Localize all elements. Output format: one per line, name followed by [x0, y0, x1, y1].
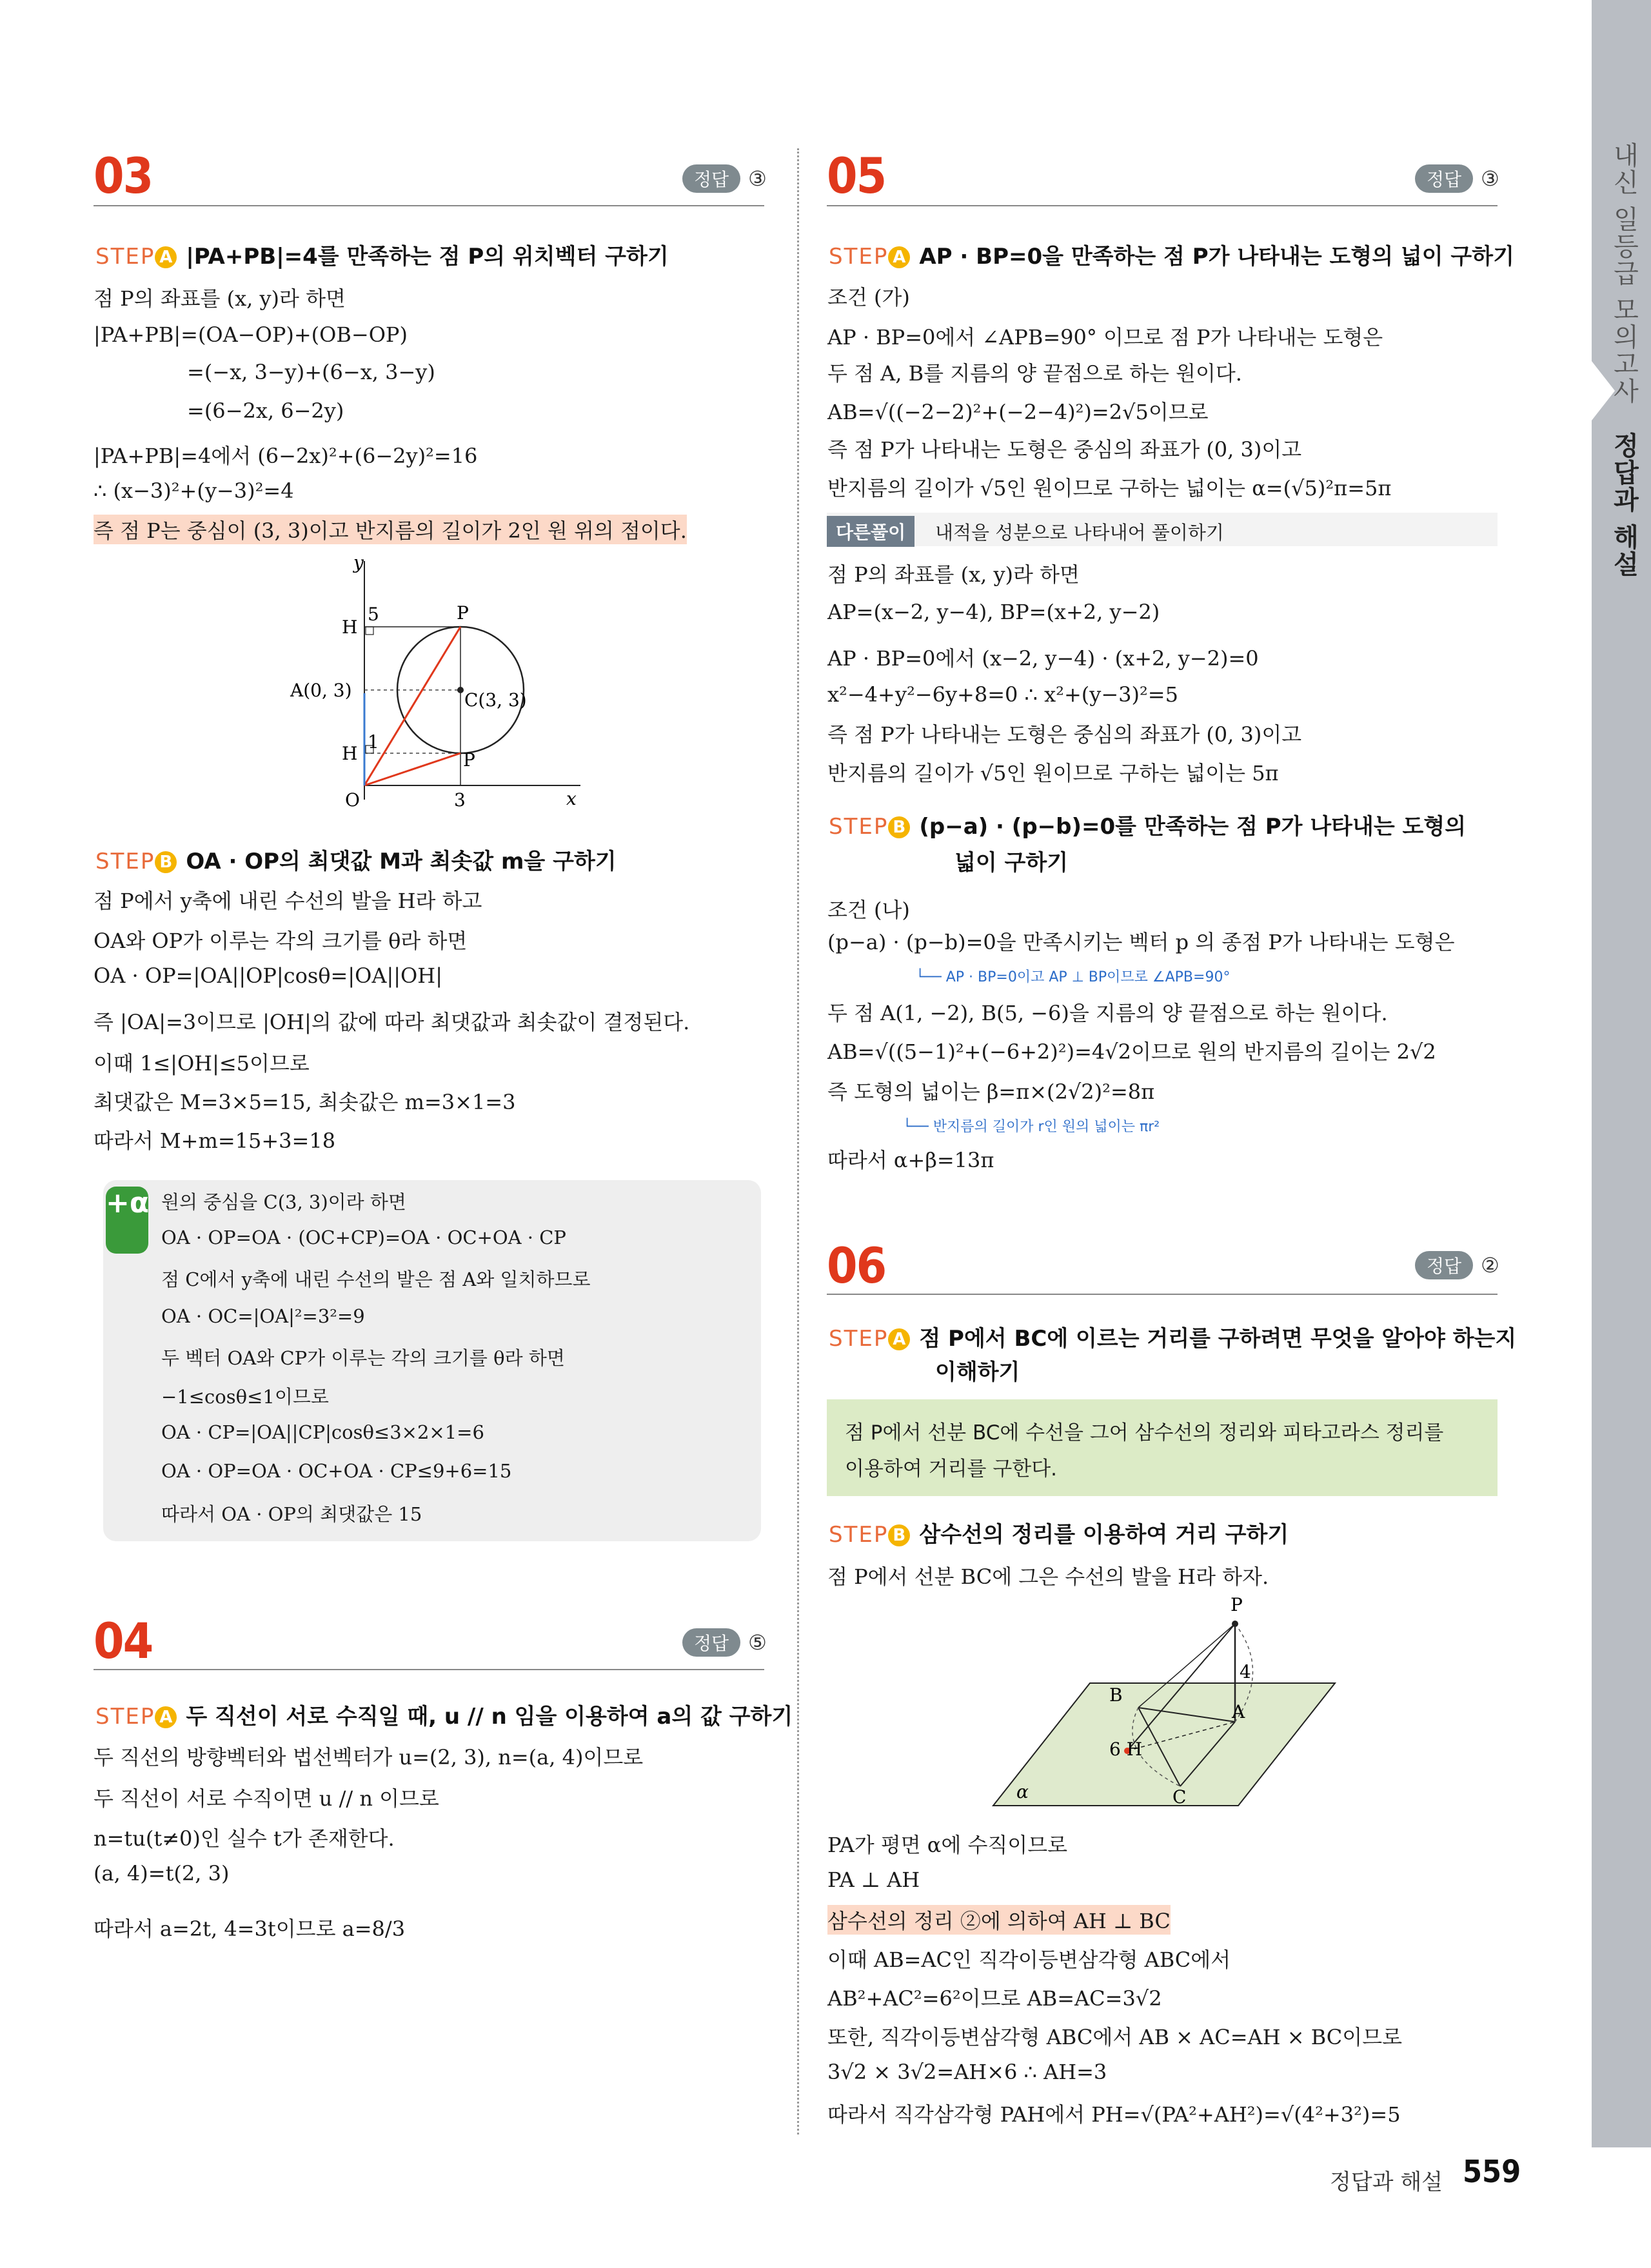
q03-rule	[94, 205, 764, 206]
fig-alpha-label: α	[1016, 1781, 1029, 1802]
step-title: OA · OP의 최댓값 M과 최솟값 m을 구하기	[186, 849, 617, 874]
step-label: STEP	[95, 244, 155, 270]
fig-four-label: 4	[1240, 1661, 1251, 1682]
point-p	[1232, 1621, 1238, 1627]
fig-a-label: A	[1232, 1701, 1245, 1722]
q05-b-line-1: 조건 (나)	[827, 898, 910, 922]
q03-answer	[682, 164, 767, 193]
step-badge: B	[888, 816, 910, 838]
q05-b-line-4: AB=√((5−1)²+(−6+2)²)=4√2이므로 원의 반지름의 길이는 2√2	[827, 1040, 1436, 1064]
step-badge: A	[155, 1706, 177, 1728]
q04-rule	[94, 1669, 764, 1670]
alt-solution-pill: 다른풀이	[827, 516, 914, 547]
q06-line-1: PA가 평면 α에 수직이므로	[827, 1833, 1068, 1857]
q03-step-a	[95, 239, 669, 270]
q05-alt-line-1: 점 P의 좌표를 (x, y)라 하면	[827, 562, 1080, 587]
q05-line-2: AP · BP=0에서 ∠APB=90° 이므로 점 P가 나타내는 도형은	[827, 325, 1383, 350]
fig-p-bottom: P	[463, 749, 475, 771]
q03-step-b	[95, 843, 617, 875]
q05-step-b-cont: 넓이 구하기	[954, 850, 1069, 876]
q03-line-4: =(6−2x, 6−2y)	[187, 399, 344, 423]
step-badge: A	[888, 246, 910, 268]
fig-c-label: C(3, 3)	[464, 689, 527, 711]
fig-x-label: x	[566, 788, 577, 809]
q03-b-line-2: OA와 OP가 이루는 각의 크기를 θ라 하면	[94, 929, 468, 953]
step-label: STEP	[829, 814, 889, 840]
q03-number: 03	[94, 147, 153, 204]
step-title: 두 직선이 서로 수직일 때, u // n 임을 이용하여 a의 값 구하기	[186, 1704, 793, 1730]
q05-alt-line-6: 반지름의 길이가 √5인 원이므로 구하는 넓이는 5π	[827, 761, 1279, 785]
q03-line-2: |PA+PB|=(OA−OP)+(OB−OP)	[94, 322, 408, 347]
q03-circle-figure	[277, 548, 600, 819]
step-label: STEP	[95, 849, 155, 874]
q05-note-1-text: AP · BP=0이고 AP ⊥ BP이므로 ∠APB=90°	[945, 969, 1231, 985]
q03-b-line-1: 점 P에서 y축에 내린 수선의 발을 H라 하고	[94, 889, 482, 913]
answer-pill: 정답	[1415, 1251, 1473, 1279]
q05-alt-line-5: 즉 점 P가 나타내는 도형은 중심의 좌표가 (0, 3)이고	[827, 722, 1302, 747]
step-label: STEP	[829, 244, 889, 270]
op-vector-top	[364, 627, 460, 785]
q06-intro: 점 P에서 선분 BC에 그은 수선의 발을 H라 하자.	[827, 1564, 1269, 1589]
q05-line-4: AB=√((−2−2)²+(−2−4)²)=2√5이므로	[827, 400, 1209, 424]
q04-line-3: n=tu(t≠0)인 실수 t가 존재한다.	[94, 1826, 395, 1851]
step-title: 점 P에서 BC에 이르는 거리를 구하려면 무엇을 알아야 하는지	[919, 1326, 1517, 1352]
q05-alt-line-4: x²−4+y²−6y+8=0 ∴ x²+(y−3)²=5	[827, 682, 1178, 707]
q05-b-line-3: 두 점 A(1, −2), B(5, −6)을 지름의 양 끝점으로 하는 원이다.	[827, 1001, 1388, 1025]
q05-note-2-text: 반지름의 길이가 r인 원의 넓이는 πr²	[933, 1119, 1160, 1135]
footer-label: 정답과 해설	[1330, 2169, 1443, 2195]
q04-line-1: 두 직선의 방향벡터와 법선벡터가 u=(2, 3), n=(a, 4)이므로	[94, 1745, 644, 1770]
q06-rule	[827, 1294, 1498, 1295]
q06-line-7: 3√2 × 3√2=AH×6 ∴ AH=3	[827, 2060, 1107, 2084]
tip-line-9: 따라서 OA · OP의 최댓값은 15	[161, 1503, 422, 1525]
q06-answer-value: ②	[1481, 1253, 1499, 1277]
q03-b-line-7: 따라서 M+m=15+3=18	[94, 1129, 336, 1153]
fig-h-bottom: H	[342, 743, 358, 764]
column-separator	[797, 148, 799, 2135]
fig-h-top: H	[342, 616, 358, 638]
q04-line-2: 두 직선이 서로 수직이면 u // n 이므로	[94, 1786, 439, 1811]
op-vector-bottom	[364, 753, 460, 785]
fig-b-label: B	[1109, 1684, 1123, 1706]
fig-five: 5	[368, 604, 379, 625]
q03-line-7: 즉 점 P는 중심이 (3, 3)이고 반지름의 길이가 2인 원 위의 점이다.	[94, 515, 687, 544]
q03-line-5: |PA+PB|=4에서 (6−2x)²+(6−2y)²=16	[94, 444, 478, 468]
q06-line-4: 이때 AB=AC인 직각이등변삼각형 ABC에서	[827, 1948, 1231, 1972]
q06-line-2: PA ⊥ AH	[827, 1868, 920, 1892]
q05-b-line-6: 따라서 α+β=13π	[827, 1148, 994, 1172]
q05-answer	[1415, 164, 1499, 193]
q06-line-6: 또한, 직각이등변삼각형 ABC에서 AB × AC=AH × BC이므로	[827, 2025, 1403, 2049]
tip-line-5: 두 벡터 OA와 CP가 이루는 각의 크기를 θ라 하면	[161, 1347, 565, 1369]
plane-alpha	[993, 1683, 1335, 1806]
step-label: STEP	[829, 1522, 889, 1548]
q06-line-5: AB²+AC²=6²이므로 AB=AC=3√2	[827, 1986, 1162, 2011]
tip-line-7: OA · CP=|OA||CP|cosθ≤3×2×1=6	[161, 1421, 484, 1443]
q05-answer-value: ③	[1481, 166, 1499, 191]
fig-c-label: C	[1172, 1786, 1187, 1808]
q05-alt-line-2: AP=(x−2, y−4), BP=(x+2, y−2)	[827, 600, 1160, 624]
q03-line-1: 점 P의 좌표를 (x, y)라 하면	[94, 286, 346, 311]
q04-line-4: (a, 4)=t(2, 3)	[94, 1861, 230, 1886]
q03-b-line-6: 최댓값은 M=3×5=15, 최솟값은 m=3×1=3	[94, 1090, 516, 1114]
fig-origin: O	[345, 789, 360, 811]
q05-alt-line-3: AP · BP=0에서 (x−2, y−4) · (x+2, y−2)=0	[827, 646, 1259, 671]
q03-b-line-5: 이때 1≤|OH|≤5이므로	[94, 1051, 310, 1076]
q06-number: 06	[827, 1237, 886, 1294]
page-number: 559	[1463, 2154, 1521, 2190]
fig-6h-label: 6 H	[1109, 1739, 1143, 1760]
side-tab-bottom-label: 정답과 해설	[1609, 432, 1639, 578]
q06-step-a-cont: 이해하기	[935, 1359, 1020, 1385]
step-label: STEP	[95, 1704, 155, 1730]
q05-line-6: 반지름의 길이가 √5인 원이므로 구하는 넓이는 α=(√5)²π=5π	[827, 476, 1392, 500]
step-badge: A	[155, 246, 177, 268]
q06-hint-box	[827, 1399, 1498, 1496]
side-tab	[1592, 0, 1651, 2268]
center-point	[457, 687, 464, 693]
q05-step-a	[829, 239, 1514, 270]
q03-b-line-4: 즉 |OA|=3이므로 |OH|의 값에 따라 최댓값과 최솟값이 결정된다.	[94, 1010, 690, 1034]
q06-3d-figure	[987, 1593, 1348, 1825]
tip-line-1: 원의 중심을 C(3, 3)이라 하면	[161, 1191, 406, 1213]
step-badge: B	[155, 851, 177, 873]
q05-step-b	[829, 809, 1466, 840]
q03-b-line-3: OA · OP=|OA||OP|cosθ=|OA||OH|	[94, 963, 442, 988]
q05-line-5: 즉 점 P가 나타내는 도형은 중심의 좌표가 (0, 3)이고	[827, 437, 1302, 462]
tip-line-3: 점 C에서 y축에 내린 수선의 발은 점 A와 일치하므로	[161, 1268, 591, 1290]
q05-b-line-2: (p−a) · (p−b)=0을 만족시키는 벡터 p 의 종점 P가 나타내는 도형은	[827, 930, 1455, 954]
fig-a-label: A(0, 3)	[290, 680, 352, 701]
step-title: (p−a) · (p−b)=0를 만족하는 점 P가 나타내는 도형의	[919, 814, 1467, 840]
q05-number: 05	[827, 147, 886, 204]
q05-line-1: 조건 (가)	[827, 285, 910, 310]
step-label: STEP	[829, 1326, 889, 1352]
tip-line-8: OA · OP=OA · OC+OA · CP≤9+6=15	[161, 1460, 512, 1482]
step-badge: B	[888, 1524, 910, 1546]
q03-line-3: =(−x, 3−y)+(6−x, 3−y)	[187, 360, 435, 384]
plus-alpha-icon: +α	[106, 1187, 148, 1254]
answer-pill: 정답	[1415, 164, 1473, 193]
q04-line-5: 따라서 a=2t, 4=3t이므로 a=8/3	[94, 1917, 406, 1941]
tip-line-6: −1≤cosθ≤1이므로	[161, 1386, 329, 1408]
step-title: AP · BP=0을 만족하는 점 P가 나타내는 도형의 넓이 구하기	[919, 244, 1514, 270]
q05-b-line-5: 즉 도형의 넓이는 β=π×(2√2)²=8π	[827, 1080, 1155, 1104]
side-tab-arrow	[1592, 361, 1615, 420]
fig-p-label: P	[1231, 1594, 1243, 1615]
fig-y-label: y	[353, 552, 364, 573]
q06-line-3: 삼수선의 정리 ②에 의하여 AH ⊥ BC	[827, 1905, 1171, 1935]
q06-line-8: 따라서 직각삼각형 PAH에서 PH=√(PA²+AH²)=√(4²+3²)=5	[827, 2102, 1401, 2127]
tip-line-4: OA · OC=|OA|²=3²=9	[161, 1305, 365, 1327]
step-badge: A	[888, 1328, 910, 1350]
q05-rule	[827, 205, 1498, 206]
tip-line-2: OA · OP=OA · (OC+CP)=OA · OC+OA · CP	[161, 1227, 566, 1248]
q05-note-1: └── AP · BP=0이고 AP ⊥ BP이므로 ∠APB=90°	[916, 969, 1231, 985]
answer-pill: 정답	[682, 1628, 740, 1657]
fig-p-top: P	[457, 602, 469, 624]
q06-answer	[1415, 1251, 1499, 1279]
q06-step-b	[829, 1517, 1289, 1548]
step-title: |PA+PB|=4를 만족하는 점 P의 위치벡터 구하기	[186, 244, 669, 270]
q05-note-2: └── 반지름의 길이가 r인 원의 넓이는 πr²	[903, 1119, 1160, 1135]
side-tab-top-label: 내신 일등급 모의고사	[1609, 142, 1639, 405]
fig-one: 1	[368, 731, 379, 753]
q04-number: 04	[94, 1612, 153, 1670]
q04-step-a	[95, 1699, 793, 1730]
fig-three: 3	[454, 789, 466, 811]
q03-line-6: ∴ (x−3)²+(y−3)²=4	[94, 478, 294, 503]
q04-answer-value: ⑤	[748, 1630, 767, 1655]
q06-hint-line-2: 이용하여 거리를 구한다.	[845, 1457, 1058, 1481]
answer-pill: 정답	[682, 164, 740, 193]
q03-answer-value: ③	[748, 166, 767, 191]
q05-line-3: 두 점 A, B를 지름의 양 끝점으로 하는 원이다.	[827, 361, 1242, 386]
step-title: 삼수선의 정리를 이용하여 거리 구하기	[919, 1522, 1289, 1548]
q04-answer	[682, 1628, 767, 1657]
q06-step-a	[829, 1321, 1516, 1352]
alt-solution-title: 내적을 성분으로 나타내어 풀이하기	[935, 522, 1224, 544]
q06-hint-line-1: 점 P에서 선분 BC에 수선을 그어 삼수선의 정리와 피타고라스 정리를	[845, 1421, 1444, 1445]
